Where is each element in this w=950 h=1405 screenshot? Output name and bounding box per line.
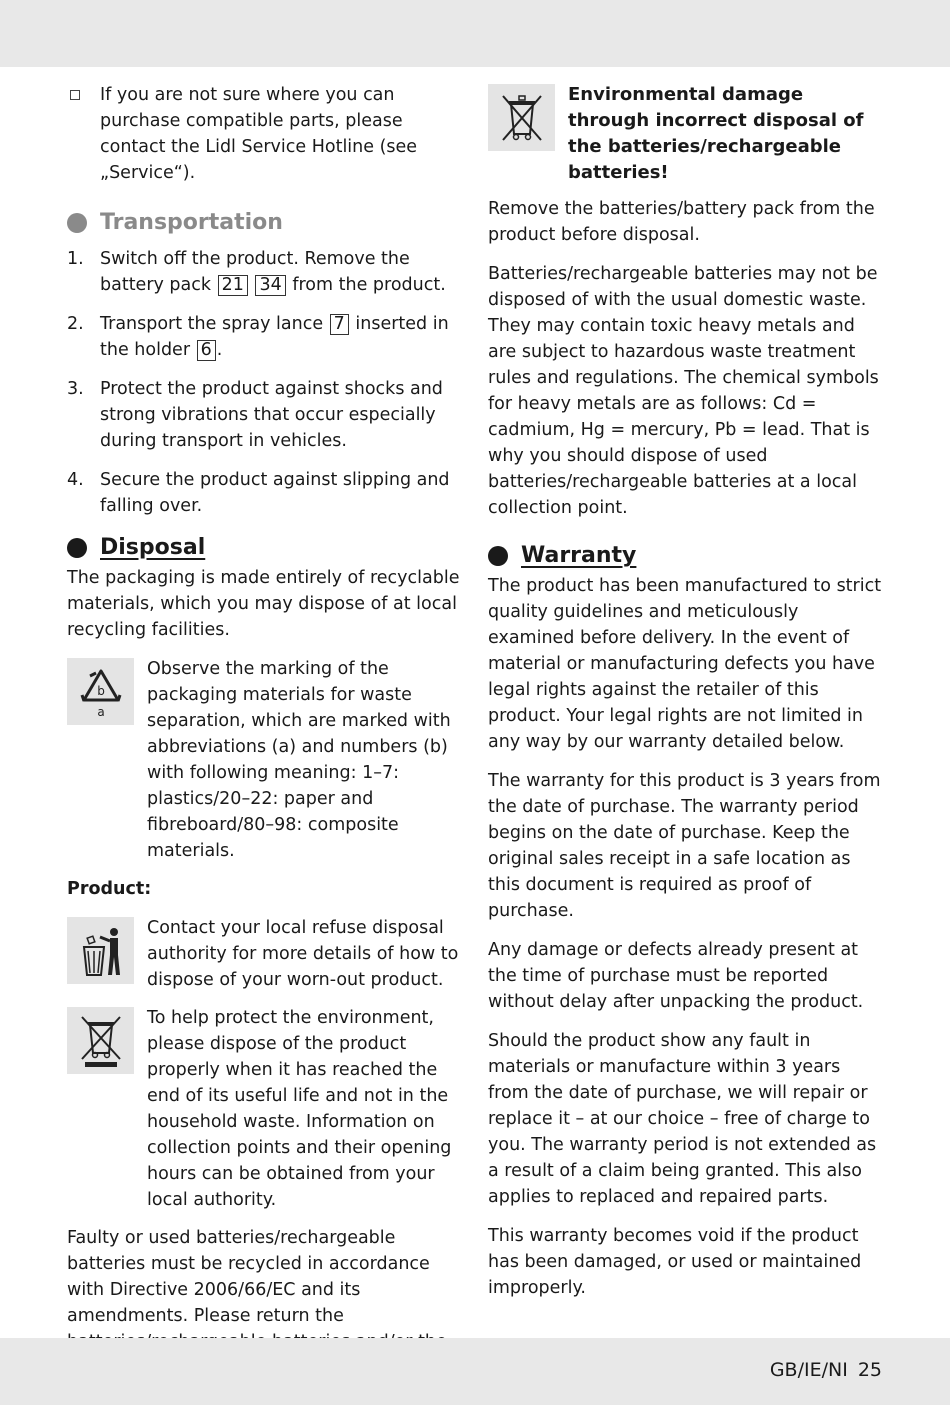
transportation-heading: Transportation [67, 208, 463, 238]
checkbox-bullet-icon [70, 90, 80, 100]
heavy-metals-text: Batteries/rechargeable batteries may not be disposed of with the usual domestic waste. They may contain toxic heavy metals and are subject to hazardous waste treatment rules and regulations. The chemical symbols for heavy metals are as follows: Cd = cadmium, Hg = mercury, Pb = lead. That is why you should dispose of used batteries/rechargeable batteries at a local collection point. [488, 264, 879, 518]
list-item: 4. Secure the product against slipping and falling over. [67, 470, 450, 516]
page-number: 25 [857, 1359, 882, 1381]
part-reference: 6 [197, 340, 216, 361]
warranty-paragraph: Any damage or defects already present at the time of purchase must be reported without delay after unpacking the product. [488, 940, 864, 1012]
disposal-intro: The packaging is made entirely of recyclable materials, which you may dispose of at local recycling facilities. [67, 568, 460, 640]
part-reference: 7 [330, 314, 349, 335]
packaging-marking-block: b a Observe the marking of the packaging materials for waste separation, which are marked with abbreviations (a) and numbers (b) with following meaning: 1–7: plastics/20–22: paper and fibreboard/80–98: composite materials. [67, 656, 463, 864]
right-column [488, 82, 884, 1314]
trash-disposal-icon [67, 917, 134, 984]
refuse-block: Contact your local refuse disposal authority for more details of how to dispose of your worn-out product. [67, 915, 463, 993]
part-reference: 34 [255, 275, 285, 296]
intro-bullet: If you are not sure where you can purchase compatible parts, please contact the Lidl Service Hotline (see „Service“). [67, 82, 463, 186]
battery-warning-block [488, 82, 884, 186]
svg-text:b: b [96, 683, 105, 698]
list-item: 3. Protect the product against shocks and strong vibrations that occur especially during transport in vehicles. [67, 379, 443, 451]
bullet-dot-icon [67, 538, 87, 558]
weee-block: To help protect the environment, please dispose of the product properly when it has reached the end of its useful life and not in the household waste. Information on collection points and their opening hours can be obtained from your local authority. [67, 1005, 463, 1213]
region-code: GB/IE/NI [769, 1359, 848, 1381]
product-label: Product: [67, 879, 152, 899]
remove-batteries-text: Remove the batteries/battery pack from the product before disposal. [488, 199, 875, 245]
crossed-battery-bin-icon [488, 84, 555, 151]
page-footer [760, 1359, 882, 1381]
warranty-paragraph: This warranty becomes void if the product has been damaged, or used or maintained improperly. [488, 1226, 862, 1298]
svg-text:a: a [96, 704, 105, 719]
battery-recycling-text: Faulty or used batteries/rechargeable batteries must be recycled in accordance with Directive 2006/66/EC and its amendments. Please return the [67, 1228, 430, 1326]
battery-warning-title: Environmental damage through incorrect disposal of the batteries/rechargeable batteries! [568, 84, 864, 183]
transport-steps [67, 246, 463, 519]
bullet-dot-icon [488, 546, 508, 566]
left-column [67, 82, 463, 1394]
warranty-paragraph: The warranty for this product is 3 years from the date of purchase. The warranty period begins on the date of purchase. Keep the original sales receipt in a safe location as this document is required as proof of purchase. [488, 771, 881, 921]
crossed-bin-icon [67, 1007, 134, 1074]
warranty-paragraph: Should the product show any fault in materials or manufacture within 3 years from the date of purchase, we will repair or replace it – at our choice – free of charge to you. The warranty period is not extended as a result of a claim being granted. This also applies to replaced and repaired parts. [488, 1031, 877, 1207]
list-item: 1. Switch off the product. Remove the battery pack 21 34 from the product. [67, 249, 446, 295]
bullet-dot-icon [67, 213, 87, 233]
part-reference: 21 [218, 275, 248, 296]
disposal-heading: Disposal [67, 533, 463, 563]
warranty-heading: Warranty [488, 541, 884, 571]
header-band [0, 0, 950, 67]
warranty-paragraph: The product has been manufactured to strict quality guidelines and meticulously examined before delivery. In the event of material or manufacturing defects you have legal rights against the retailer of this product. Your legal rights are not limited in any way by our warranty detailed below. [488, 576, 882, 752]
recycle-icon [67, 658, 134, 725]
list-item: 2. Transport the spray lance 7 inserted in the holder 6 . [67, 314, 449, 360]
